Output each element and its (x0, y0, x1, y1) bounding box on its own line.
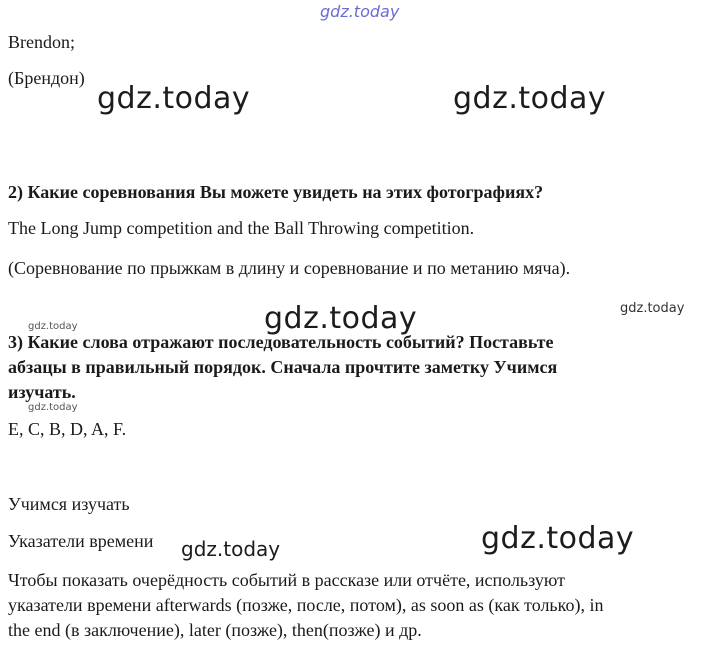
watermark-tiny-2: gdz.today (28, 402, 78, 413)
question-3-heading-line-1: 3) Какие слова отражают последовательность событий? Поставьте (8, 332, 554, 352)
learn-title: Учимся изучать (8, 494, 130, 514)
question-3-answer: E, C, B, D, A, F. (8, 419, 127, 439)
question-3-heading-line-2: абзацы в правильный порядок. Сначала прочтите заметку Учимся (8, 357, 558, 377)
question-2-answer: The Long Jump competition and the Ball Throwing competition. (8, 218, 475, 238)
watermark-right-2: gdz.today (481, 521, 635, 556)
paragraph-line-3: the end (в заключение), later (позже), then(позже) и др. (8, 620, 422, 640)
answer-brendon: Brendon; (8, 32, 75, 52)
paragraph-line-1: Чтобы показать очерёдность событий в рассказе или отчёте, используют (8, 570, 565, 590)
question-2-answer-ru: (Соревнование по прыжкам в длину и соревнование и по метанию мяча). (8, 258, 571, 278)
watermark-tiny-1: gdz.today (28, 321, 78, 332)
watermark-center: gdz.today (264, 301, 418, 336)
paragraph-line-2: указатели времени afterwards (позже, после, потом), as soon as (как только), in (8, 595, 604, 615)
watermark-top: gdz.today (320, 2, 400, 21)
time-markers-title: Указатели времени (8, 531, 154, 551)
watermark-small-right: gdz.today (620, 301, 685, 316)
question-2-heading: 2) Какие соревнования Вы можете увидеть на этих фотографиях? (8, 182, 544, 202)
answer-brendon-ru: (Брендон) (8, 68, 85, 88)
watermark-mid-left: gdz.today (181, 537, 281, 561)
question-3-heading-line-3: изучать. (8, 382, 76, 402)
watermark-left-1: gdz.today (97, 81, 251, 116)
watermark-right-1: gdz.today (453, 81, 607, 116)
